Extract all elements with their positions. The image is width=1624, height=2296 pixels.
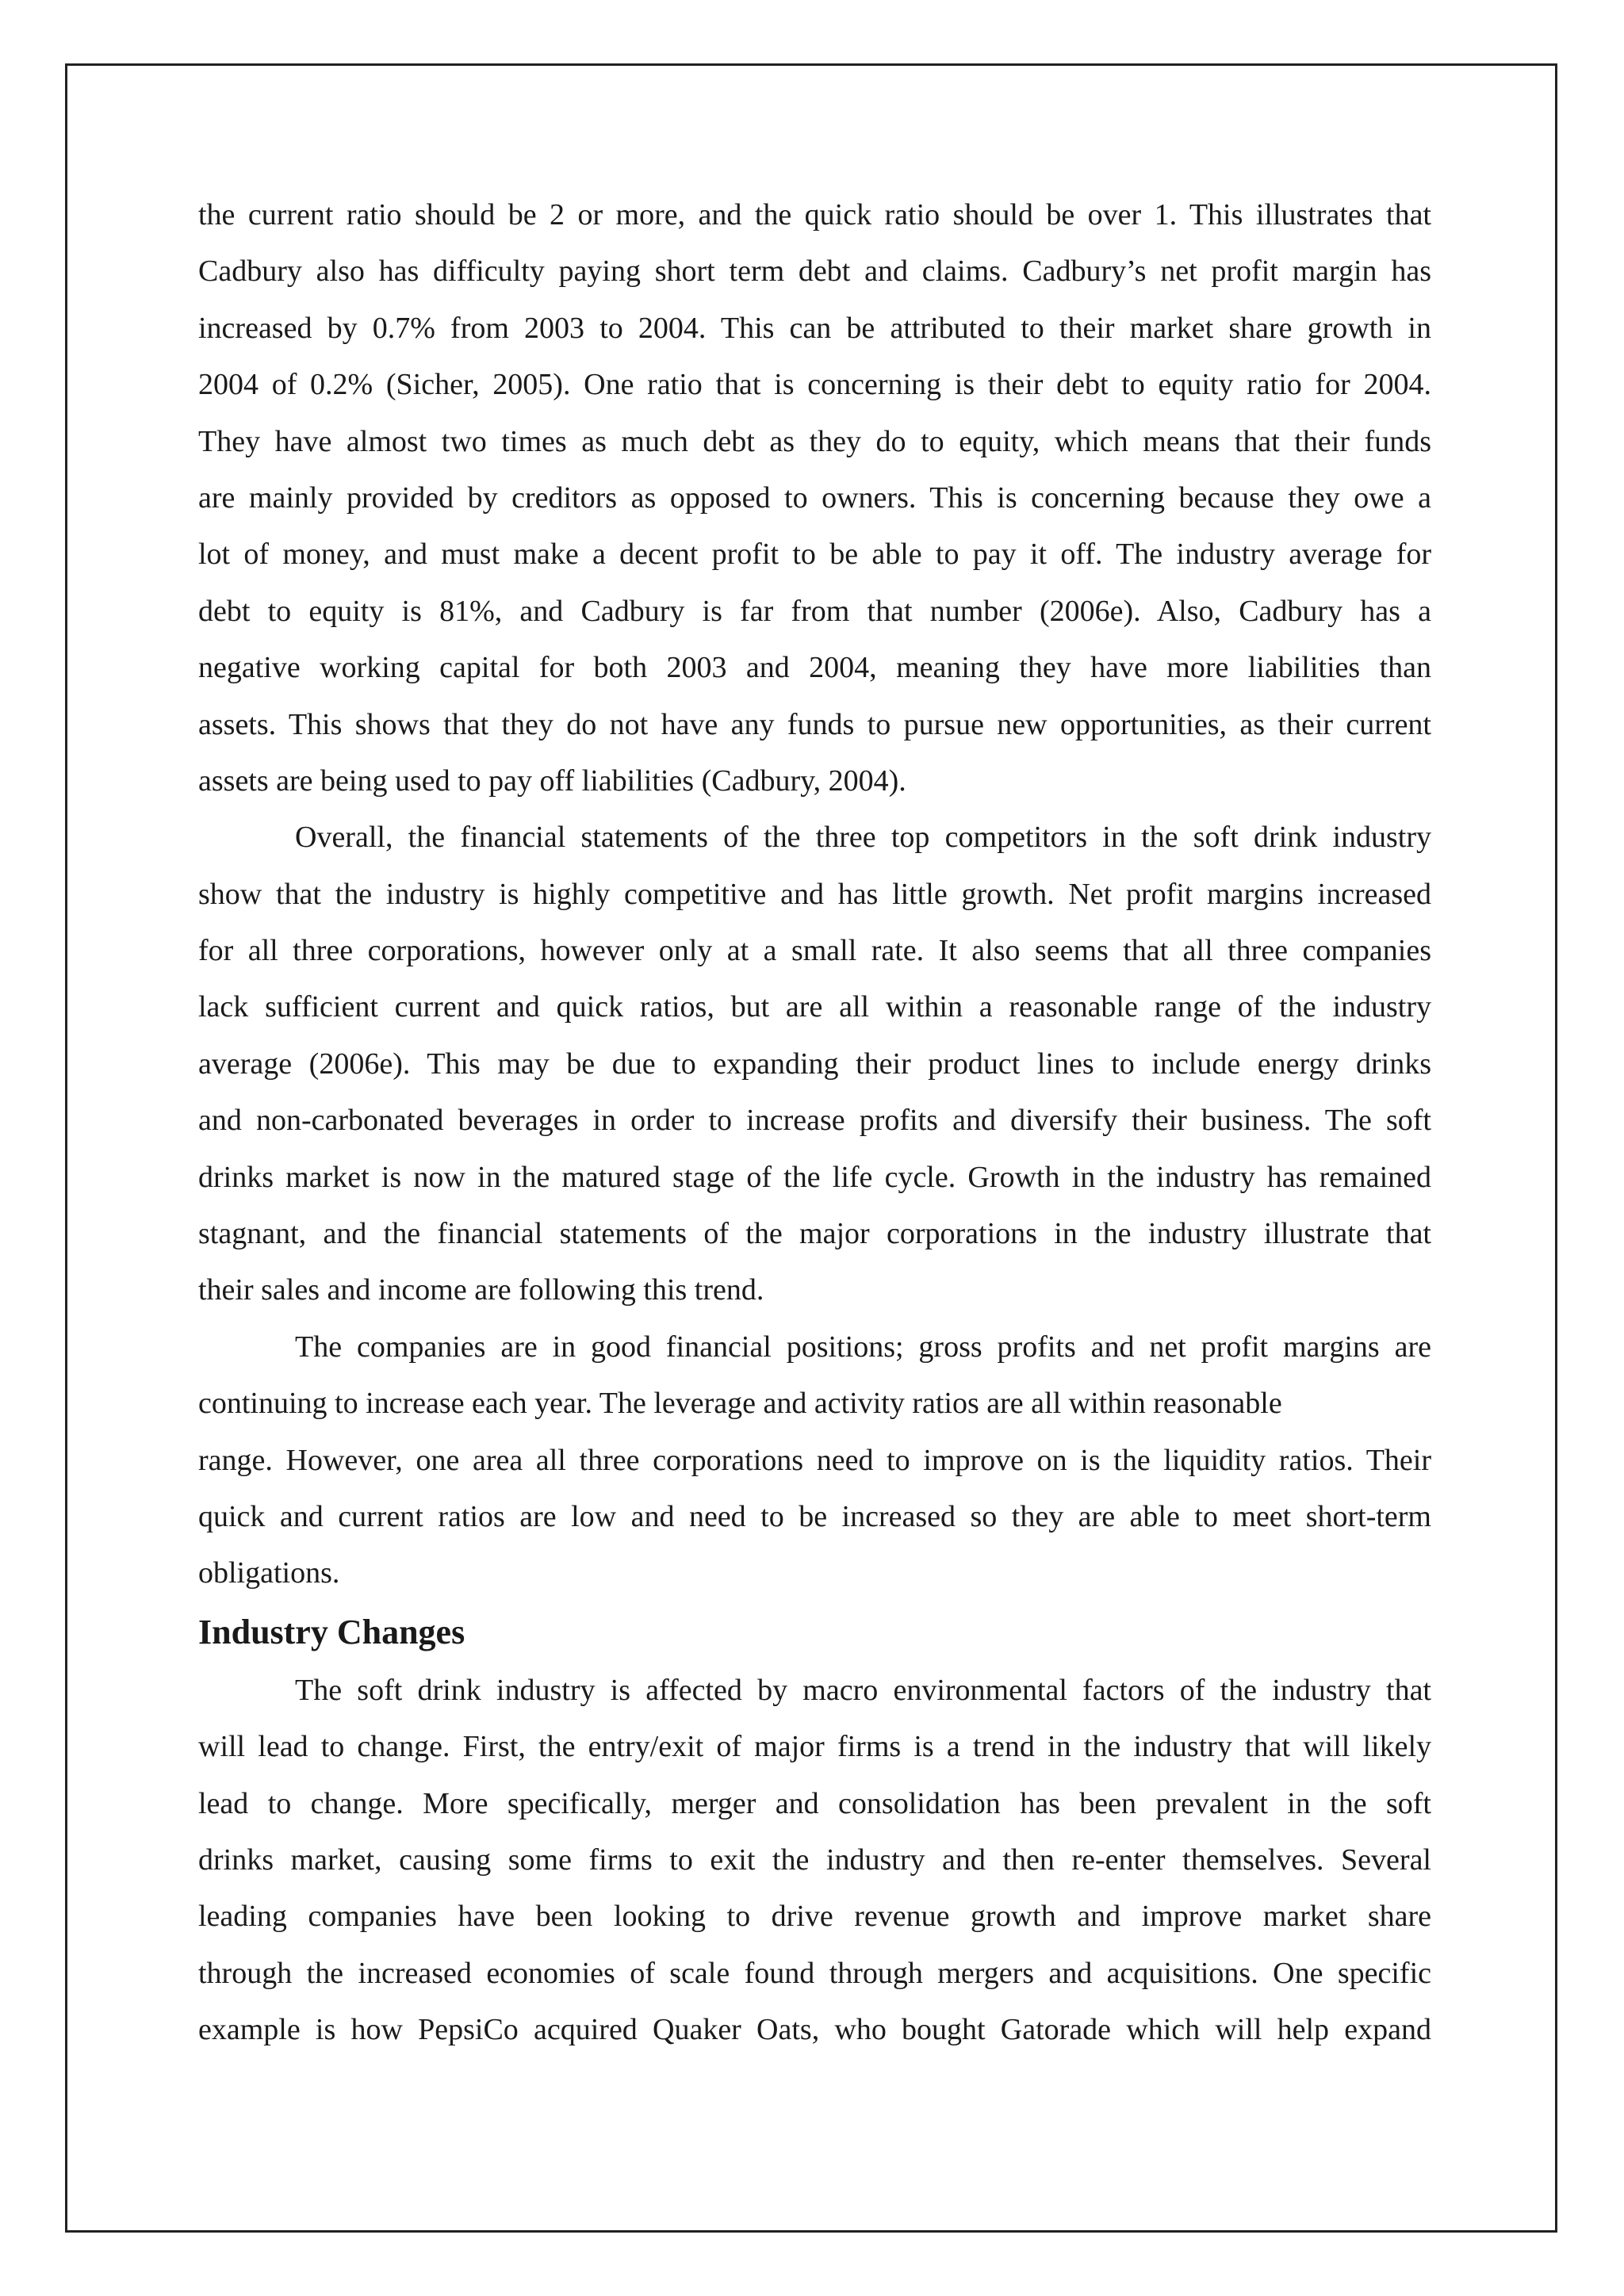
text-line: quick and current ratios are low and need to be increased so they are able to meet short-term — [198, 1499, 1431, 1533]
text-line: obligations. — [198, 1556, 340, 1590]
text-line: through the increased economies of scale found through mergers and acquisitions. One specific — [198, 1956, 1431, 1990]
text-line: for all three corporations, however only at a small rate. It also seems that all three companies — [198, 934, 1431, 968]
text-line: Cadbury also has difficulty paying short term debt and claims. Cadbury’s net profit margin has — [198, 254, 1431, 289]
text-line: drinks market, causing some firms to exit the industry and then re-enter themselves. Several — [198, 1843, 1431, 1877]
text-line: lot of money, and must make a decent profit to be able to pay it off. The industry average for — [198, 538, 1431, 572]
text-line: and non-carbonated beverages in order to increase profits and diversify their business. The soft — [198, 1104, 1431, 1138]
text-line: their sales and income are following this trend. — [198, 1273, 764, 1307]
text-line: assets are being used to pay off liabilities (Cadbury, 2004). — [198, 763, 906, 798]
text-line: The companies are in good financial positions; gross profits and net profit margins are — [295, 1330, 1431, 1364]
document-body — [198, 187, 1431, 2059]
text-line: The soft drink industry is affected by macro environmental factors of the industry that — [295, 1673, 1431, 1707]
text-line: lead to change. More specifically, merger and consolidation has been prevalent in the soft — [198, 1786, 1431, 1820]
text-line: debt to equity is 81%, and Cadbury is far from that number (2006e). Also, Cadbury has a — [198, 594, 1431, 628]
text-line: example is how PepsiCo acquired Quaker Oats, who bought Gatorade which will help expand — [198, 2013, 1431, 2047]
text-line: lack sufficient current and quick ratios, but are all within a reasonable range of the industry — [198, 990, 1431, 1024]
text-line: show that the industry is highly competitive and has little growth. Net profit margins increased — [198, 877, 1431, 911]
text-line: average (2006e). This may be due to expanding their product lines to include energy drinks — [198, 1047, 1431, 1081]
text-line: range. However, one area all three corporations need to improve on is the liquidity ratios. Their — [198, 1443, 1431, 1477]
text-line: negative working capital for both 2003 and 2004, meaning they have more liabilities than — [198, 651, 1431, 685]
text-line: are mainly provided by creditors as opposed to owners. This is concerning because they owe a — [198, 480, 1431, 515]
text-line: 2004 of 0.2% (Sicher, 2005). One ratio that is concerning is their debt to equity ratio for 2004. — [198, 368, 1431, 402]
text-line: They have almost two times as much debt as they do to equity, which means that their funds — [198, 424, 1431, 458]
section-heading: Industry Changes — [198, 1612, 465, 1651]
text-line: the current ratio should be 2 or more, and the quick ratio should be over 1. This illustrates that — [198, 198, 1431, 232]
text-line: will lead to change. First, the entry/exit of major firms is a trend in the industry that will likely — [198, 1730, 1431, 1764]
text-line: Overall, the financial statements of the three top competitors in the soft drink industry — [295, 821, 1431, 855]
text-line: continuing to increase each year. The leverage and activity ratios are all within reasonable — [198, 1387, 1282, 1421]
text-line: assets. This shows that they do not have any funds to pursue new opportunities, as their current — [198, 707, 1431, 741]
text-line: stagnant, and the financial statements of the major corporations in the industry illustrate that — [198, 1217, 1431, 1251]
text-line: drinks market is now in the matured stage of the life cycle. Growth in the industry has remained — [198, 1160, 1431, 1194]
text-line: leading companies have been looking to drive revenue growth and improve market share — [198, 1900, 1431, 1934]
text-line: increased by 0.7% from 2003 to 2004. This can be attributed to their market share growth in — [198, 311, 1431, 345]
